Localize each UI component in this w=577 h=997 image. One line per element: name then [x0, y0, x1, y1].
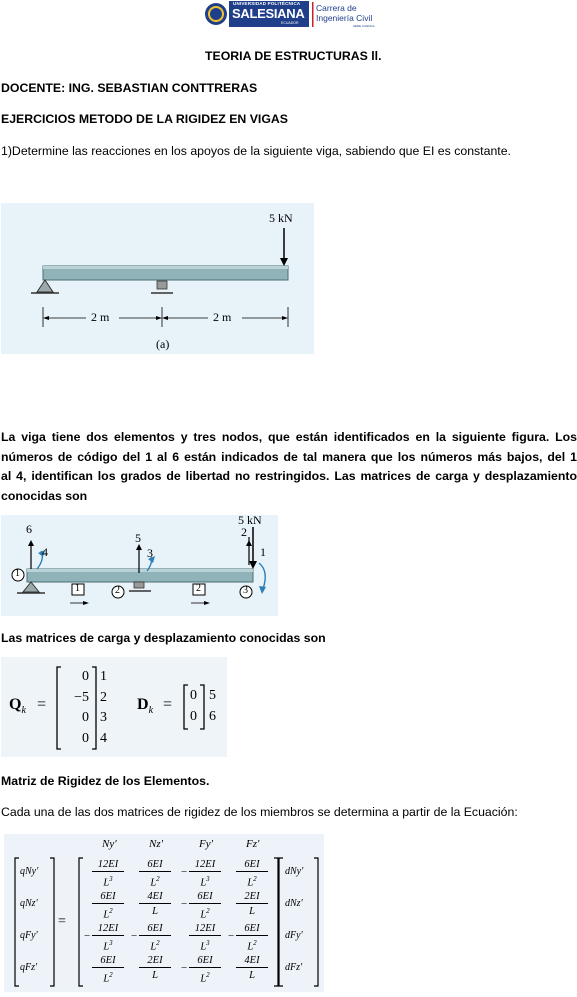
equation-equals: =: [58, 914, 66, 929]
beam-diagram-a: [1, 203, 314, 354]
matrix-numerator: 2EI: [236, 890, 268, 904]
d-letter: D: [137, 696, 149, 713]
lhs-entry: qFz': [20, 962, 38, 973]
node-label-2: 2: [115, 585, 120, 596]
q-code-4: 4: [100, 730, 107, 746]
code-label-1: 1: [260, 545, 266, 559]
load-label-coded: 5 kN: [238, 513, 262, 527]
span-label-1: 2 m: [91, 310, 110, 324]
problem-statement: 1)Determine las reacciones en los apoyos de la siguiente viga, sabiendo que EI es constante.: [1, 144, 511, 158]
beam-figure-coded: [1, 515, 278, 616]
matrix-numerator: 6EI: [92, 954, 124, 968]
known-matrices-heading: Las matrices de carga y desplazamiento conocidas son: [1, 631, 326, 645]
q-value-3: 0: [82, 710, 89, 725]
matrix-denominator: L: [249, 970, 255, 981]
matrix-denominator: $L^2$: [150, 875, 160, 889]
matrix-numerator: 6EI: [236, 922, 268, 936]
rhs-entry: dFy': [285, 930, 303, 941]
matrix-denominator: $L^3$: [200, 939, 210, 953]
matrix-denominator: L: [152, 970, 158, 981]
rhs-entry: dNz': [285, 898, 303, 909]
matrix-denominator: $L^2$: [103, 907, 113, 921]
code-label-2: 2: [241, 525, 247, 539]
q-value-4: 0: [82, 730, 89, 746]
code-label-6: 6: [26, 522, 32, 536]
matrix-numerator: 12EI: [92, 922, 124, 936]
matrix-sign: −: [131, 930, 138, 942]
matrix-denominator: $L^3$: [103, 875, 113, 889]
d-code-1: 5: [209, 688, 216, 703]
matrix-denominator: $L^2$: [200, 907, 210, 921]
matrix-numerator: 12EI: [189, 922, 221, 936]
matrix-denominator: $L^3$: [200, 875, 210, 889]
column-header: Fy': [199, 838, 213, 850]
document-title: TEORIA DE ESTRUCTURAS ll.: [205, 49, 382, 63]
matrix-numerator: 6EI: [189, 890, 221, 904]
stiffness-equation: [4, 834, 324, 992]
column-header: Nz': [149, 838, 163, 850]
q-symbol: [9, 696, 26, 716]
topic-line: EJERCICIOS METODO DE LA RIGIDEZ EN VIGAS: [1, 112, 288, 126]
lhs-entry: qFy': [20, 930, 38, 941]
paragraph-line-2: números de código del 1 al 6 están indicados de tal manera que los números más bajos, del 1: [1, 449, 577, 464]
teacher-line: DOCENTE: ING. SEBASTIAN CONTTRERAS: [1, 81, 258, 95]
rhs-entry: dNy': [285, 866, 304, 877]
matrix-denominator: L: [152, 906, 158, 917]
column-header: Fz': [246, 838, 260, 850]
figure-caption-a: (a): [156, 337, 170, 351]
matrix-denominator: $L^2$: [103, 971, 113, 985]
d-subscript: k: [148, 705, 154, 717]
matrix-sign: −: [181, 962, 188, 974]
paragraph-line-3: al 4, identifican los grados de libertad no restringidos. Las matrices de carga y desplazamiento: [1, 469, 577, 483]
description-paragraph: [1, 428, 577, 506]
d-equals: =: [163, 696, 173, 713]
stiffness-heading: Matriz de Rigidez de los Elementos.: [1, 774, 210, 788]
matrix-numerator: 6EI: [139, 922, 171, 936]
matrix-denominator: $L^2$: [200, 971, 210, 985]
q-code-2: 2: [100, 689, 107, 705]
load-label-a: 5 kN: [269, 211, 293, 225]
code-label-5: 5: [135, 531, 141, 545]
span-label-2: 2 m: [213, 310, 232, 324]
matrix-denominator: $L^2$: [247, 875, 257, 889]
element-label-2: 2: [196, 583, 201, 594]
rhs-entry: dFz': [285, 962, 303, 973]
logo-university-name: SALESIANA: [232, 6, 305, 21]
matrix-denominator: $L^2$: [150, 939, 160, 953]
matrix-sign: −: [181, 898, 188, 910]
matrix-numerator: 6EI: [189, 954, 221, 968]
beam-figure-a: [1, 203, 314, 354]
element-label-1: 1: [75, 583, 80, 594]
q-code-1: 1: [100, 669, 107, 684]
lhs-entry: qNy': [20, 866, 39, 877]
matrix-sign: −: [181, 866, 188, 878]
node-label-3: 3: [243, 585, 248, 596]
q-value-2: −5: [74, 689, 89, 705]
matrix-denominator: $L^3$: [103, 939, 113, 953]
matrix-numerator: 12EI: [189, 858, 221, 872]
matrix-sign: −: [228, 930, 235, 942]
matrix-numerator: 4EI: [236, 954, 268, 968]
d-code-2: 6: [209, 708, 216, 724]
matrix-denominator: $L^2$: [247, 939, 257, 953]
d-value-1: 0: [190, 688, 197, 703]
logo-career-line1: Carrera de: [316, 3, 357, 13]
column-header: Ny': [102, 838, 117, 850]
q-equals: =: [37, 696, 47, 713]
header-logo: [203, 0, 375, 30]
logo-university-line: UNIVERSIDAD POLITÉCNICA: [233, 1, 301, 6]
matrix-numerator: 12EI: [92, 858, 124, 872]
lhs-entry: qNz': [20, 898, 38, 909]
matrix-numerator: 4EI: [139, 890, 171, 904]
node-label-1: 1: [15, 568, 20, 579]
code-label-3: 3: [147, 546, 153, 560]
matrix-sign: −: [84, 930, 91, 942]
matrix-numerator: 6EI: [139, 858, 171, 872]
matrix-denominator: L: [249, 906, 255, 917]
d-values: [190, 686, 197, 727]
matrix-numerator: 6EI: [92, 890, 124, 904]
q-code-3: 3: [100, 710, 107, 725]
d-codes: [209, 686, 216, 727]
d-value-2: 0: [190, 708, 197, 724]
q-letter: Q: [9, 696, 22, 713]
code-label-4: 4: [42, 545, 48, 559]
q-values: [61, 667, 89, 749]
logo-career-line2: Ingeniería Civil: [316, 13, 373, 23]
stiffness-text: Cada una de las dos matrices de rigidez de los miembros se determina a partir de la Ecuación:: [1, 805, 518, 819]
matrix-numerator: 6EI: [236, 858, 268, 872]
matrix-numerator: 2EI: [139, 954, 171, 968]
q-value-1: 0: [82, 669, 89, 684]
q-codes: [100, 667, 107, 749]
paragraph-line-4: conocidas son: [1, 488, 88, 503]
load-displacement-matrices: [1, 657, 227, 757]
q-subscript: k: [21, 705, 26, 717]
paragraph-line-1: La viga tiene dos elementos y tres nodos, que están identificados en la siguiente figura. Los: [1, 430, 577, 444]
logo-university-sub: ECUADOR: [281, 21, 299, 25]
d-symbol: [137, 696, 153, 716]
logo-career-sub: SEDE CUENCA: [353, 24, 375, 28]
